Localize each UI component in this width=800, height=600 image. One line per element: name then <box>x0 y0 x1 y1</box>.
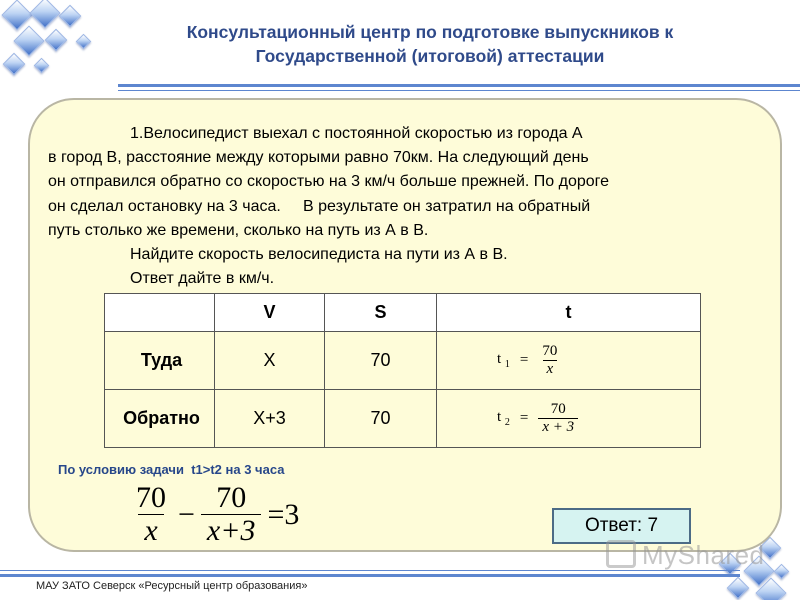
watermark-text: MyShared <box>642 540 765 570</box>
equals-sign: = <box>519 352 529 368</box>
fraction-denominator: x <box>543 360 558 378</box>
decor-cubes-top-left <box>0 0 110 80</box>
cell-distance: 70 <box>325 390 437 448</box>
main-equation <box>130 482 299 547</box>
fraction-numerator: 70 <box>216 481 247 514</box>
problem-line: в город В, расстояние между которыми равно 70км. На следующий день <box>48 149 589 167</box>
header-divider <box>118 84 800 91</box>
fraction-numerator: 70 <box>542 343 558 359</box>
cell-time <box>437 390 701 448</box>
fraction-denominator: x + 3 <box>538 418 578 436</box>
fraction-denominator: x+3 <box>201 514 262 547</box>
condition-text: По условию задачи t1>t2 на 3 часа <box>58 462 285 477</box>
equation-fraction-2 <box>201 482 262 547</box>
row-label: Обратно <box>105 390 215 448</box>
time-symbol: t $_1$ <box>497 351 510 370</box>
equation-fraction-1 <box>130 482 172 547</box>
problem-line: путь столько же времени, сколько на путь из А в В. <box>48 221 429 239</box>
equals-sign: = <box>519 410 529 426</box>
answer-box: Ответ: 7 <box>552 508 691 544</box>
problem-answer-units: Ответ дайте в км/ч. <box>130 270 275 288</box>
table-header-t: t <box>437 294 701 332</box>
time-symbol: t $_2$ <box>497 409 510 428</box>
cell-speed: X <box>215 332 325 390</box>
fraction-denominator: x <box>138 514 163 547</box>
row-label: Туда <box>105 332 215 390</box>
table-header-s: S <box>325 294 437 332</box>
table-header-empty <box>105 294 215 332</box>
table-row <box>105 332 701 390</box>
time-fraction <box>538 401 578 436</box>
time-fraction <box>538 343 561 378</box>
fraction-numerator: 70 <box>136 481 166 514</box>
equation-rhs: =3 <box>267 497 300 531</box>
problem-line: он сделал остановку на 3 часа. В результате он затратил на обратный <box>48 197 591 215</box>
problem-text <box>48 122 768 291</box>
page-title <box>120 20 740 68</box>
solution-table <box>104 293 701 448</box>
footer-divider <box>0 570 740 577</box>
problem-line: он отправился обратно со скоростью на 3 км/ч больше прежней. По дороге <box>48 173 610 191</box>
problem-question: Найдите скорость велосипедиста на пути из А в В. <box>130 246 508 264</box>
cell-time <box>437 332 701 390</box>
table-row <box>105 390 701 448</box>
cell-speed: X+3 <box>215 390 325 448</box>
table-header-row <box>105 294 701 332</box>
watermark-icon <box>606 540 636 568</box>
title-line-2: Государственной (итоговой) аттестации <box>255 46 605 66</box>
minus-sign: − <box>178 497 195 531</box>
footer-text: МАУ ЗАТО Северск «Ресурсный центр образования» <box>36 580 308 592</box>
fraction-numerator: 70 <box>550 401 566 417</box>
cell-distance: 70 <box>325 332 437 390</box>
problem-line: 1.Велосипедист выехал с постоянной скоростью из города А <box>130 125 583 142</box>
table-header-v: V <box>215 294 325 332</box>
title-line-1: Консультационный центр по подготовке выпускников к <box>186 22 674 42</box>
